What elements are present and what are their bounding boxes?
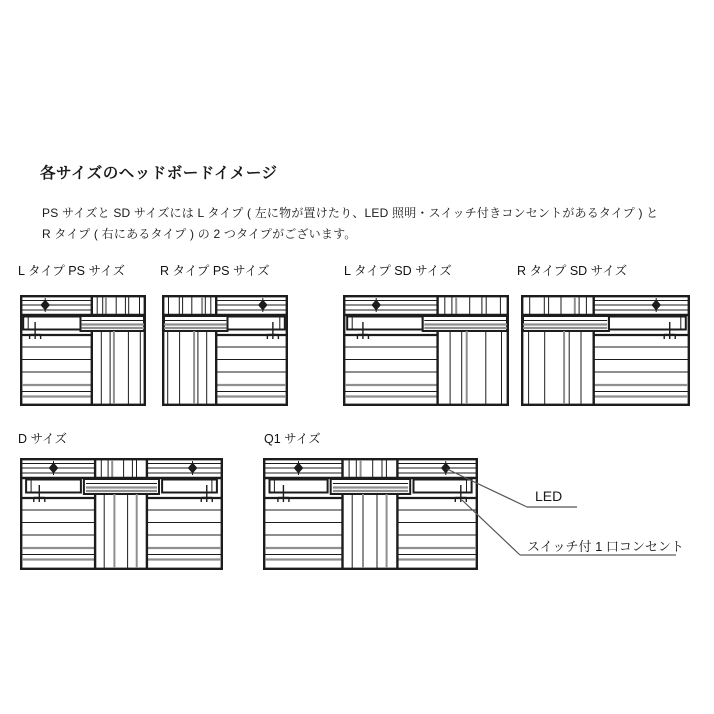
headboard-diagram-l-ps bbox=[20, 295, 146, 406]
description-line-2: R タイプ ( 右にあるタイプ ) の 2 つタイプがございます。 bbox=[42, 227, 357, 241]
headboard-drawing bbox=[521, 295, 690, 406]
headboard-drawing bbox=[162, 295, 288, 406]
headboard-diagram-l-sd bbox=[343, 295, 509, 406]
diagram-label-l-sd: L タイプ SD サイズ bbox=[344, 264, 452, 278]
headboard-diagram-r-sd bbox=[521, 295, 690, 406]
headboard-diagram-r-ps bbox=[162, 295, 288, 406]
diagram-label-l-ps: L タイプ PS サイズ bbox=[18, 264, 125, 278]
description-line-1: PS サイズと SD サイズには L タイプ ( 左に物が置けたり、LED 照明・スイッチ付きコンセントがあるタイプ ) と bbox=[42, 206, 659, 220]
led-callout-label: LED bbox=[535, 488, 563, 504]
diagram-label-r-sd: R タイプ SD サイズ bbox=[517, 264, 628, 278]
headboard-diagram-d bbox=[20, 458, 223, 570]
diagram-label-d: D サイズ bbox=[18, 432, 68, 446]
diagram-label-q1: Q1 サイズ bbox=[264, 432, 321, 446]
headboard-drawing bbox=[20, 295, 146, 406]
headboard-drawing bbox=[263, 458, 478, 570]
headboard-drawing bbox=[20, 458, 223, 570]
page-title: 各サイズのヘッドボードイメージ bbox=[40, 165, 278, 182]
headboard-drawing bbox=[343, 295, 509, 406]
diagram-label-r-ps: R タイプ PS サイズ bbox=[160, 264, 270, 278]
outlet-callout-label: スイッチ付 1 口コンセント bbox=[527, 539, 684, 554]
headboard-diagram-q1 bbox=[263, 458, 478, 570]
